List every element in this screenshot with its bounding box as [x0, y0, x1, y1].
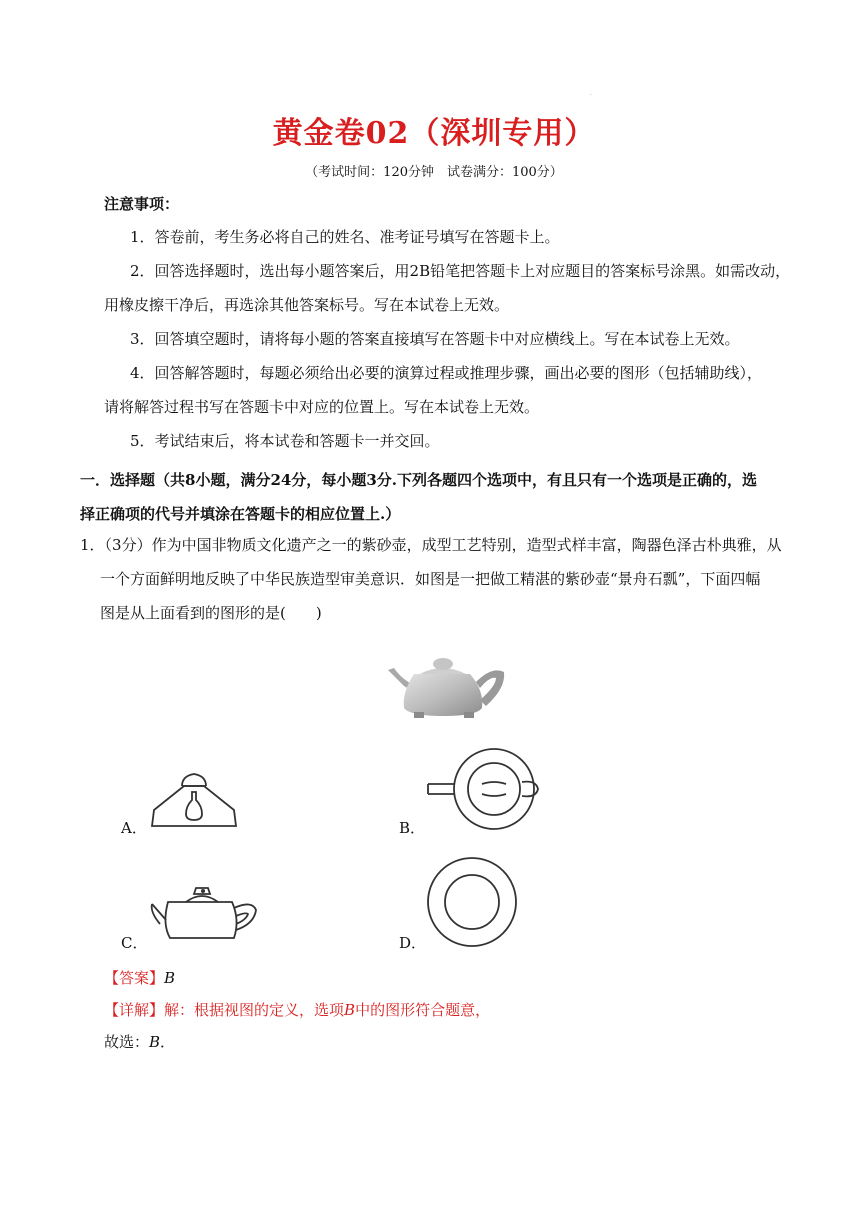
notice-heading: 注意事项： [104, 195, 180, 213]
choose-var: B [149, 1033, 161, 1051]
scan-dot: . [590, 90, 592, 97]
detail-label: 【详解】 [104, 1001, 165, 1019]
notice-item-cont: 用橡皮擦干净后，再选涂其他答案标号。写在本试卷上无效。 [104, 296, 510, 314]
notice-item: 2．回答选择题时，选出每小题答案后，用2B铅笔把答题卡上对应题目的答案标号涂黑。如需改动， [130, 262, 791, 280]
answer-line [104, 962, 490, 994]
exam-info: （考试时间：120分钟 试卷满分：100分） [305, 165, 563, 180]
notice-list [104, 220, 794, 458]
section-line: 择正确项的代号并填涂在答题卡的相应位置上.） [80, 505, 401, 523]
choose-label: 故选： [104, 1033, 150, 1051]
answer-label: 【答案】 [104, 969, 165, 987]
section-line: 一．选择题（共8小题，满分24分，每小题3分.下列各题四个选项中，有且只有一个选项是正确的，选 [80, 471, 757, 489]
teapot-photo [380, 648, 510, 723]
option-c-label: C． [121, 934, 148, 952]
notice-item: 3．回答填空题时，请将每小题的答案直接填写在答题卡中对应横线上。写在本试卷上无效。 [130, 330, 740, 348]
choose-end: ． [160, 1033, 176, 1051]
detail-text: 解：根据视图的定义，选项 [164, 1001, 345, 1019]
option-b-figure [424, 744, 542, 834]
answer-block [104, 962, 490, 1058]
question-line: 一个方面鲜明地反映了中华民族造型审美意识．如图是一把做工精湛的紫砂壶“景舟石瓢”，下面四幅 [100, 570, 761, 588]
notice-item-cont: 请将解答过程书写在答题卡中对应的位置上。写在本试卷上无效。 [104, 398, 540, 416]
notice-item: 4．回答解答题时，每题必须给出必要的演算过程或推理步骤，画出必要的图形（包括辅助线）， [130, 364, 763, 382]
choose-line [104, 1026, 490, 1058]
detail-text-end: 中的图形符合题意， [355, 1001, 491, 1019]
detail-var: B [344, 1001, 356, 1019]
option-a-figure [148, 768, 240, 830]
option-d-label: D． [399, 934, 427, 952]
section-heading [80, 463, 794, 531]
answer-value: B [164, 969, 176, 987]
option-a-label: A． [121, 819, 147, 837]
question-1 [80, 528, 794, 630]
detail-line [104, 994, 490, 1026]
page-title: 黄金卷02（深圳专用） [272, 116, 596, 151]
question-line: 图是从上面看到的图形的是( ) [100, 604, 322, 622]
option-d-figure [424, 854, 520, 950]
option-c-figure [148, 880, 260, 944]
question-line: 1．（3分）作为中国非物质文化遗产之一的紫砂壶，成型工艺特别，造型式样丰富，陶器色泽古朴典雅，从 [80, 536, 782, 554]
notice-item: 5．考试结束后，将本试卷和答题卡一并交回。 [130, 432, 440, 450]
notice-item: 1．答卷前，考生务必将自己的姓名、准考证号填写在答题卡上。 [130, 228, 560, 246]
option-b-label: B． [399, 819, 426, 837]
